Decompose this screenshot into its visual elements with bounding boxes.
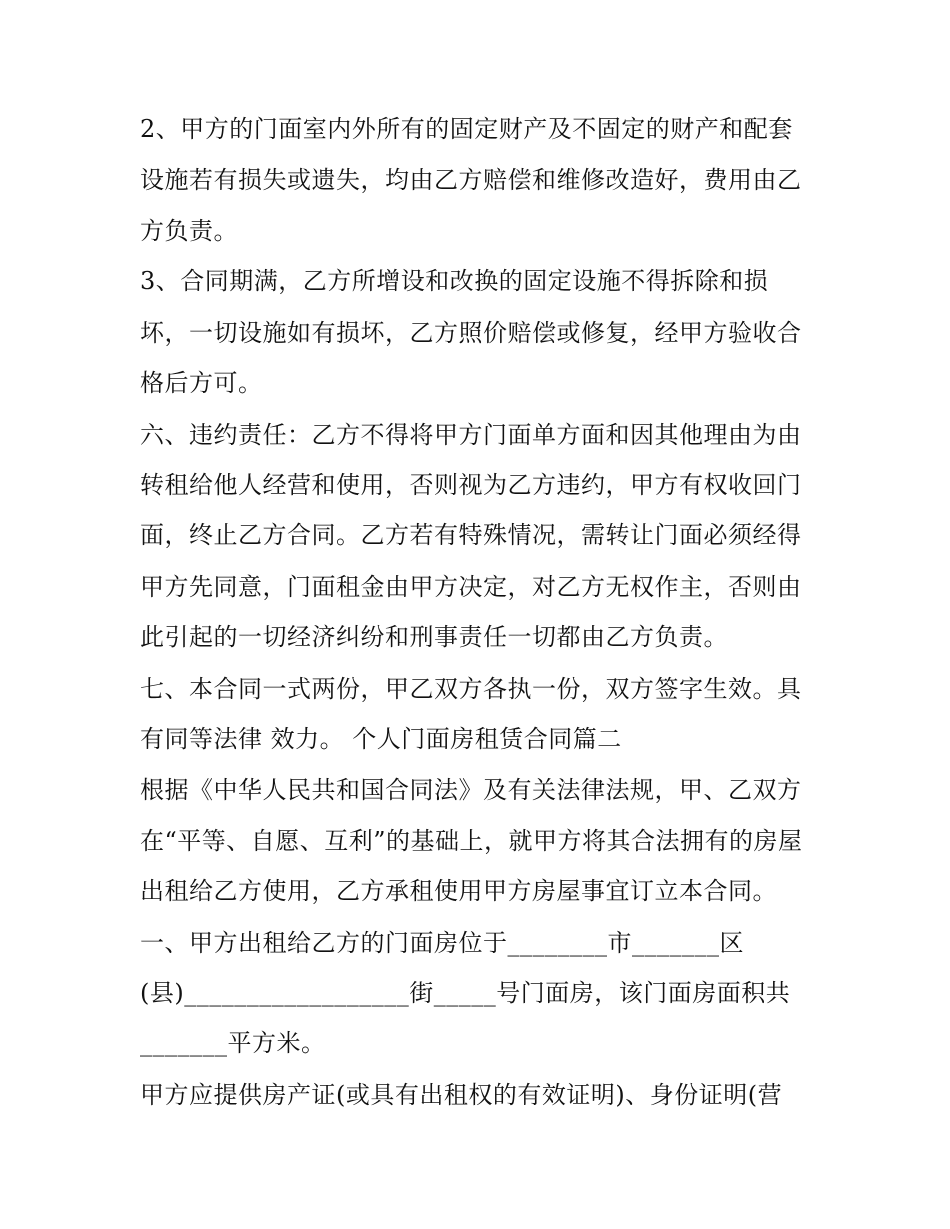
text-line: 面，终止乙方合同。乙方若有特殊情况，需转让门面必须经得 <box>140 521 802 549</box>
text-line: 七、本合同一式两份，甲乙双方各执一份，双方签字生效。具 <box>140 675 802 703</box>
text-line: 甲方应提供房产证(或具有出租权的有效证明)、身份证明(营 <box>140 1081 783 1109</box>
text-line: 2、甲方的门面室内外所有的固定财产及不固定的财产和配套 <box>140 115 793 143</box>
text-line: 转租给他人经营和使用，否则视为乙方违约，甲方有权收回门 <box>140 471 802 499</box>
text-line: (县)__________________街_____号门面房，该门面房面积共 <box>140 979 791 1007</box>
text-line: 六、违约责任：乙方不得将甲方门面单方面和因其他理由为由 <box>140 421 802 449</box>
text-line: 出租给乙方使用，乙方承租使用甲方房屋事宜订立本合同。 <box>140 877 777 905</box>
text-line: 此引起的一切经济纠纷和刑事责任一切都由乙方负责。 <box>140 623 728 651</box>
text-line: 设施若有损失或遗失，均由乙方赔偿和维修改造好，费用由乙 <box>140 166 802 194</box>
text-line: 根据《中华人民共和国合同法》及有关法律法规，甲、乙双方 <box>140 776 802 804</box>
text-line: 有同等法律 效力。 个人门面房租赁合同篇二 <box>140 725 622 753</box>
text-line: 坏，一切设施如有损坏，乙方照价赔偿或修复，经甲方验收合 <box>140 319 802 347</box>
text-line: 格后方可。 <box>140 369 263 397</box>
text-line: 方负责。 <box>140 217 238 245</box>
text-line: 3、合同期满，乙方所增设和改换的固定设施不得拆除和损 <box>140 267 769 295</box>
text-line: 甲方先同意，门面租金由甲方决定，对乙方无权作主，否则由 <box>140 573 802 601</box>
text-line: _______平方米。 <box>140 1029 326 1057</box>
text-line: 在“平等、自愿、互利”的基础上，就甲方将其合法拥有的房屋 <box>140 827 803 855</box>
text-line: 一、甲方出租给乙方的门面房位于________市_______区 <box>140 929 744 957</box>
